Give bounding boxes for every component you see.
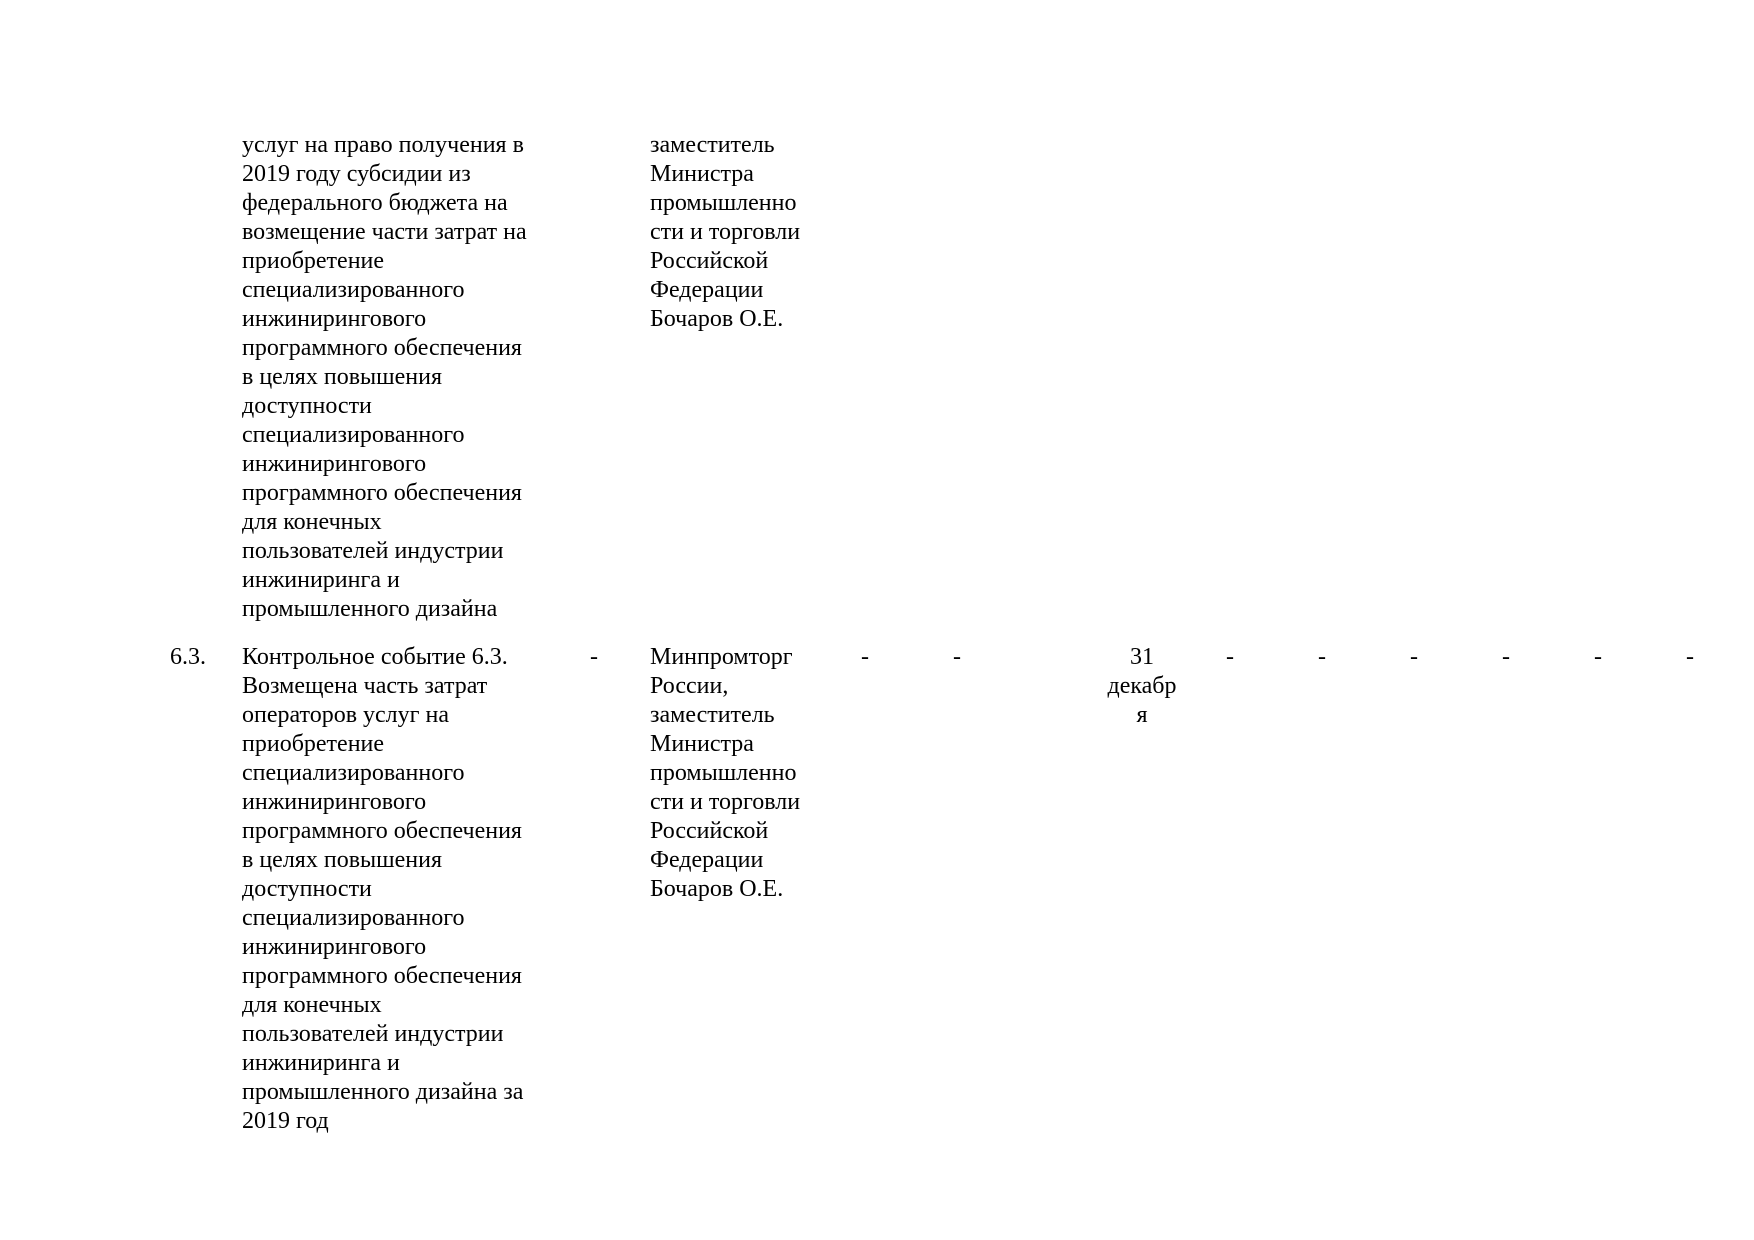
- description-line: инжинирингового: [242, 934, 427, 960]
- responsible-line: России,: [650, 673, 729, 699]
- description-line: федерального бюджета на: [242, 190, 508, 216]
- description-line: пользователей индустрии: [242, 538, 504, 564]
- description-line: промышленного дизайна: [242, 596, 498, 622]
- responsible-line: Бочаров О.Е.: [650, 876, 784, 902]
- cell-value-dash: -: [861, 644, 869, 670]
- description-line: специализированного: [242, 422, 465, 448]
- description-line: программного обеспечения: [242, 963, 522, 989]
- responsible-line: Российской: [650, 248, 769, 274]
- responsible-line: промышленно: [650, 190, 797, 216]
- description-line: возмещение части затрат на: [242, 219, 527, 245]
- responsible-line: Российской: [650, 818, 769, 844]
- responsible-line: Министра: [650, 731, 754, 757]
- description-line: специализированного: [242, 760, 465, 786]
- row-6-3-date: [1092, 643, 1192, 730]
- description-line: инжиниринга и: [242, 567, 400, 593]
- description-line: операторов услуг на: [242, 702, 449, 728]
- description-line: для конечных: [242, 509, 382, 535]
- description-line: доступности: [242, 876, 372, 902]
- description-line: приобретение: [242, 248, 385, 274]
- description-line: в целях повышения: [242, 364, 443, 390]
- description-line: услуг на право получения в: [242, 132, 524, 158]
- cell-value-dash: -: [1502, 644, 1510, 670]
- row-6-3-description: [242, 643, 542, 1136]
- description-line: программного обеспечения: [242, 480, 522, 506]
- description-line: специализированного: [242, 277, 465, 303]
- description-line: приобретение: [242, 731, 385, 757]
- continued-row-description: [242, 131, 542, 624]
- description-line: Возмещена часть затрат: [242, 673, 488, 699]
- description-line: промышленного дизайна за: [242, 1079, 524, 1105]
- description-line: инжиниринга и: [242, 1050, 400, 1076]
- cell-value-dash: -: [1594, 644, 1602, 670]
- responsible-line: Федерации: [650, 277, 764, 303]
- continued-row-responsible: [650, 131, 830, 334]
- cell-value-dash: -: [1318, 644, 1326, 670]
- responsible-line: Бочаров О.Е.: [650, 306, 784, 332]
- responsible-line: Федерации: [650, 847, 764, 873]
- row-number: [170, 643, 206, 672]
- description-line: 2019 году субсидии из: [242, 161, 471, 187]
- description-line: в целях повышения: [242, 847, 443, 873]
- cell-value-dash: -: [1226, 644, 1234, 670]
- cell-value-dash: -: [1410, 644, 1418, 670]
- description-line: 2019 год: [242, 1108, 329, 1134]
- date-line: 31: [1130, 644, 1154, 670]
- description-line: инжинирингового: [242, 451, 427, 477]
- description-line: доступности: [242, 393, 372, 419]
- row-6-3-responsible: [650, 643, 830, 904]
- description-line: специализированного: [242, 905, 465, 931]
- description-line: программного обеспечения: [242, 335, 522, 361]
- row-number-text: 6.3.: [170, 644, 206, 670]
- responsible-line: сти и торговли: [650, 219, 801, 245]
- cell-value-dash: -: [1686, 644, 1694, 670]
- responsible-line: Министра: [650, 161, 754, 187]
- responsible-line: сти и торговли: [650, 789, 801, 815]
- description-line: Контрольное событие 6.3.: [242, 644, 508, 670]
- cell-value-dash: -: [590, 644, 598, 670]
- description-line: пользователей индустрии: [242, 1021, 504, 1047]
- cell-value-dash: -: [953, 644, 961, 670]
- description-line: программного обеспечения: [242, 818, 522, 844]
- description-line: инжинирингового: [242, 789, 427, 815]
- description-line: инжинирингового: [242, 306, 427, 332]
- responsible-line: промышленно: [650, 760, 797, 786]
- description-line: для конечных: [242, 992, 382, 1018]
- responsible-line: заместитель: [650, 132, 775, 158]
- date-line: декабр: [1107, 673, 1177, 699]
- responsible-line: Минпромторг: [650, 644, 793, 670]
- responsible-line: заместитель: [650, 702, 775, 728]
- date-line: я: [1136, 702, 1148, 728]
